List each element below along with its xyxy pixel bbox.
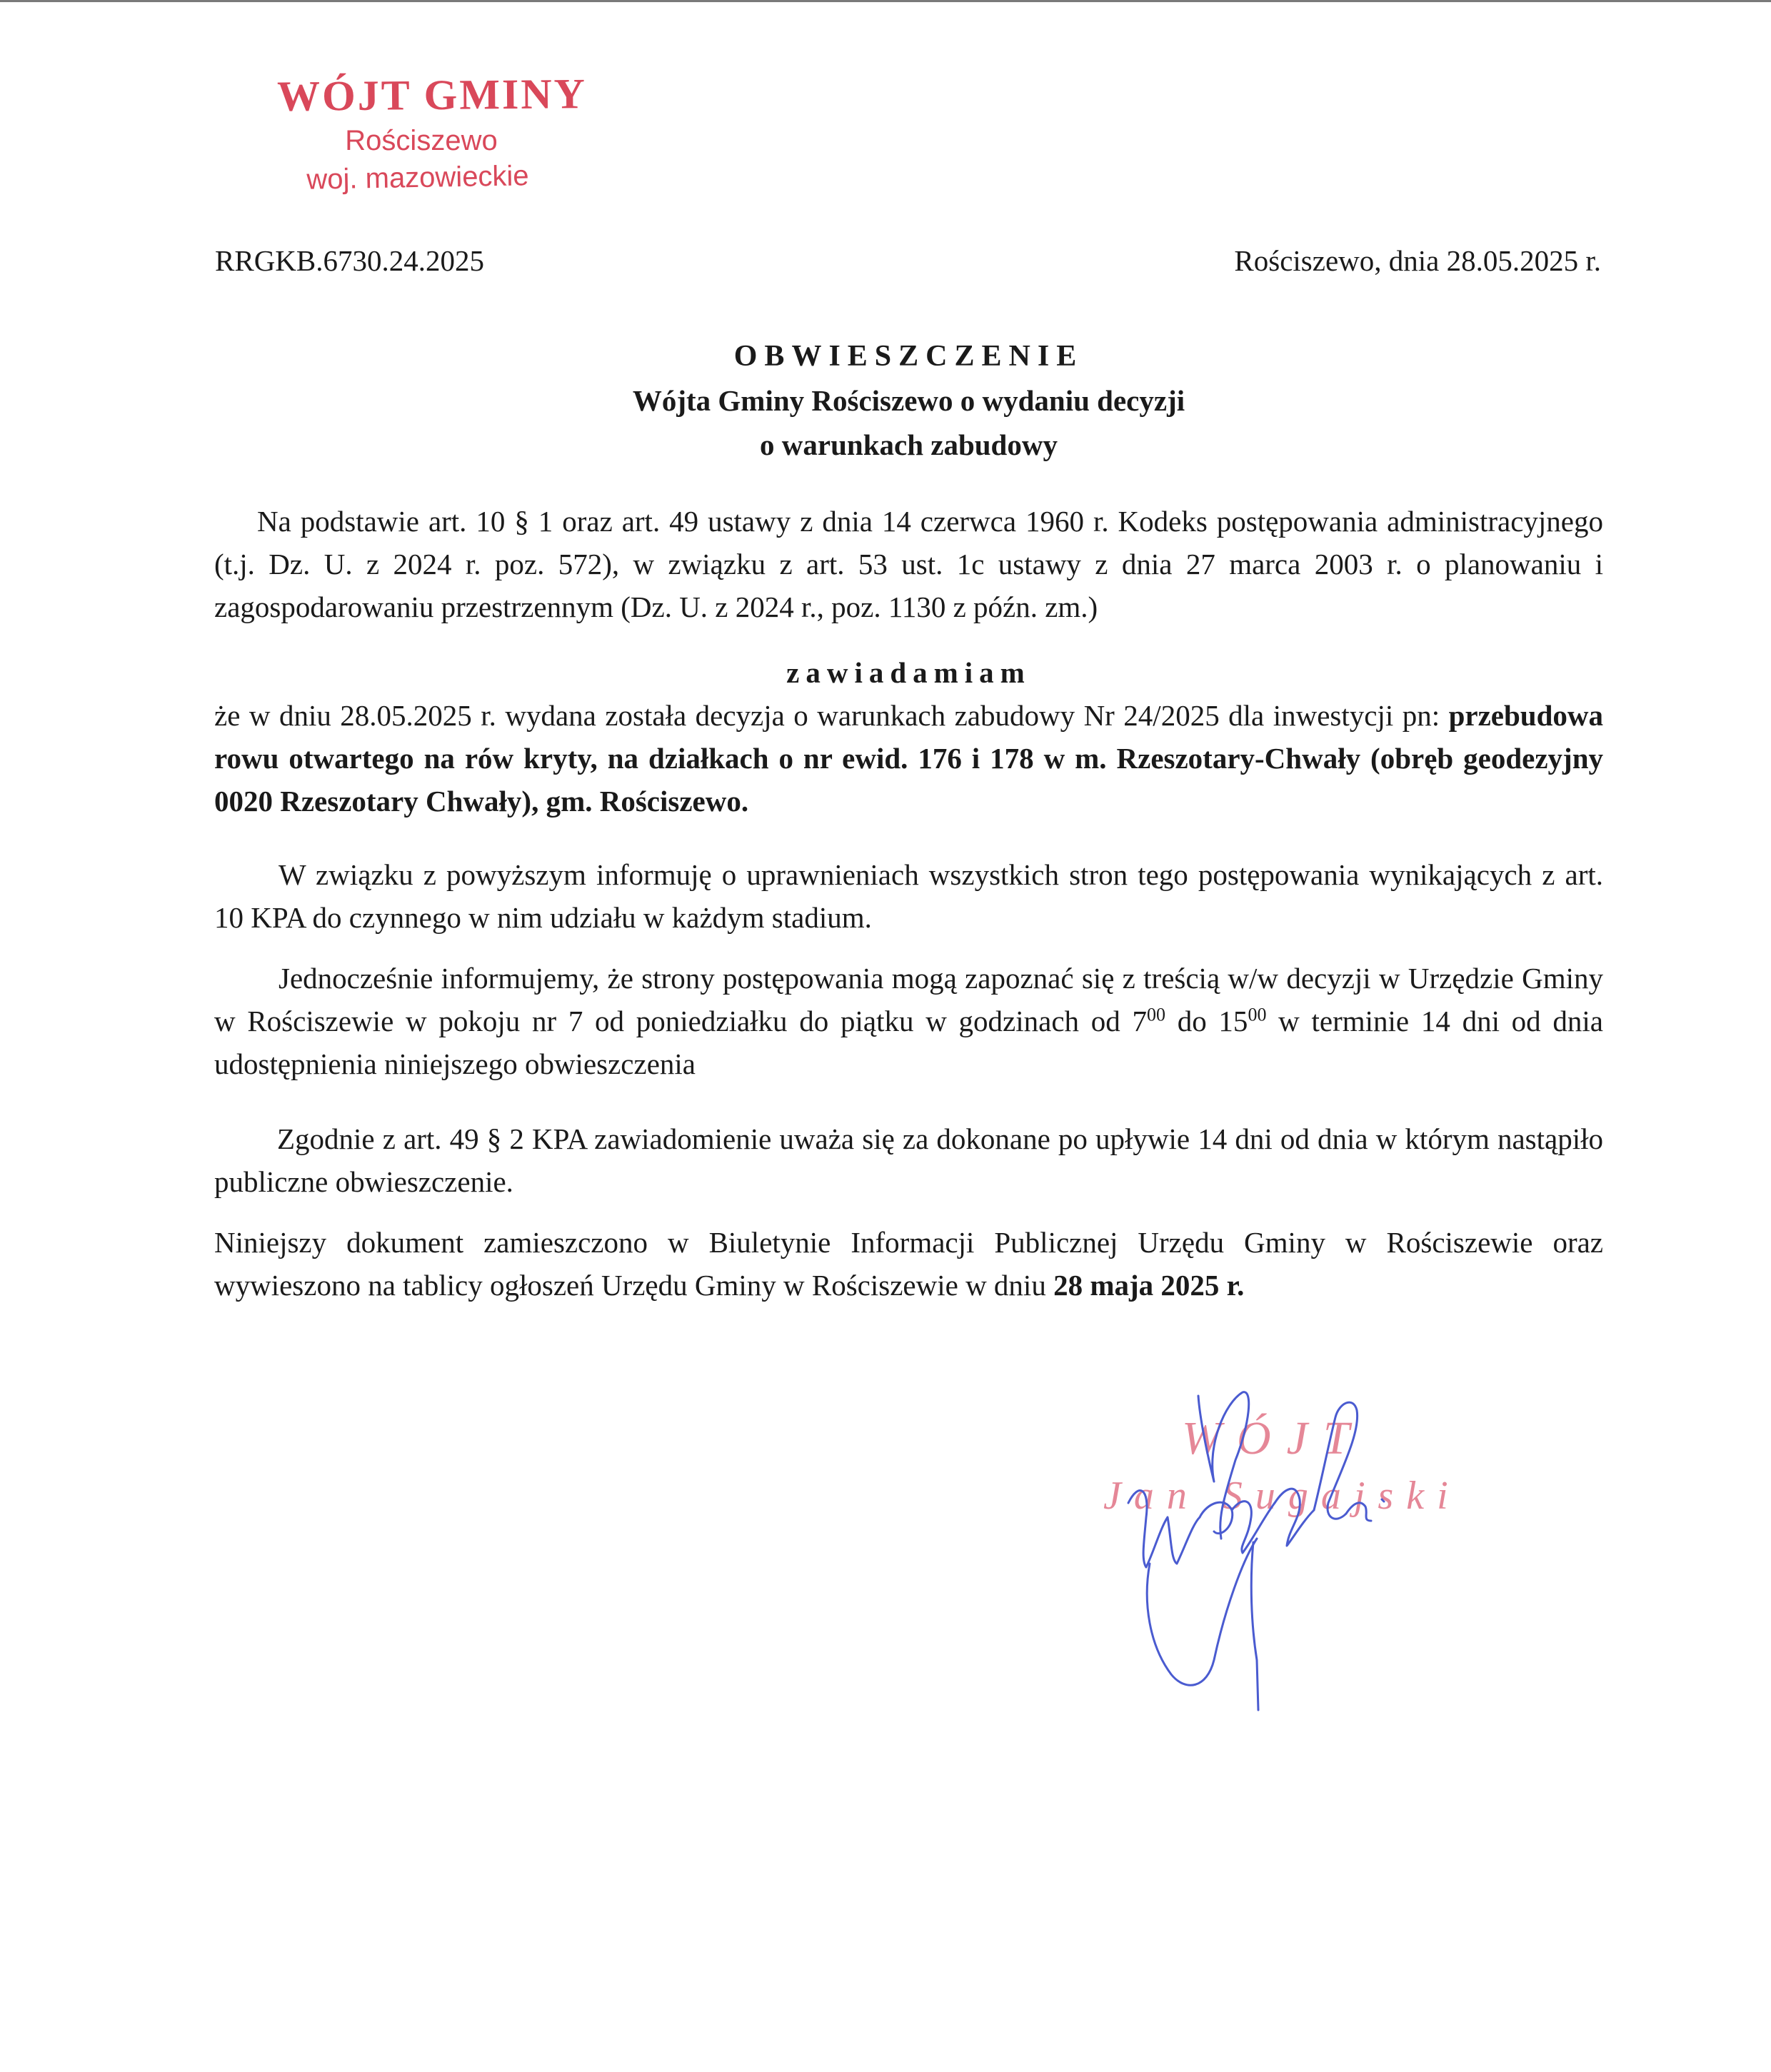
scan-top-edge [0,0,1771,2]
hour-to-minutes: 00 [1248,1004,1267,1025]
notice-effect-paragraph [214,1117,1603,1203]
access-text-b: do 15 [1165,1005,1248,1037]
publication-date: 28 maja 2025 r. [1053,1269,1245,1302]
rights-text: W związku z powyższym informuję o uprawnieniach wszystkich stron tego postępowania wynikających z art. 10 KPA do czynnego w nim udziału w każdym stadium. [214,858,1603,934]
handwritten-signature [1100,1374,1428,1717]
legal-basis-text: Na podstawie art. 10 § 1 oraz art. 49 ustawy z dnia 14 czerwca 1960 r. Kodeks postępowania administracyjnego (t.j. Dz. U. z 2024 r. poz. 572), w związku z art. 53 ust. 1c ustawy z dnia 27 marca 2003 r. o planowaniu i zagospodarowaniu przestrzennym (Dz. U. z 2024 r., poz. 1130 z późn. zm.) [214,505,1603,623]
signature-stamp-name: Jan Sugajski [1103,1474,1461,1518]
decision-section [214,651,1603,823]
office-stamp-municipality: Rościszewo [345,125,498,156]
document-subtitle-2: o warunkach zabudowy [760,428,1058,461]
signature-stamp-title: WÓJT [1182,1412,1365,1464]
publication-paragraph [214,1221,1603,1307]
hour-from-minutes: 00 [1146,1004,1165,1025]
access-text-c: w terminie 14 dni od dnia udostępnienia niniejszego obwieszczenia [214,1005,1603,1080]
decision-text: że w dniu 28.05.2025 r. wydana została decyzja o warunkach zabudowy Nr 24/2025 dla inwestycji pn: [214,699,1449,732]
document-subtitle-1: Wójta Gminy Rościszewo o wydaniu decyzji [632,384,1185,417]
access-text-a: Jednocześnie informujemy, że strony postępowania mogą zapoznać się z treścią w/w decyzji w Urzędzie Gminy w Rościszewie w pokoju nr 7 od poniedziałku do piątku w godzinach od 7 [214,962,1603,1037]
reference-number: RRGKB.6730.24.2025 [215,244,485,277]
document-title: OBWIESZCZENIE [733,340,1084,373]
office-stamp-voivodeship: woj. mazowieckie [306,160,529,196]
inform-label: zawiadamiam [786,656,1031,689]
publication-text [214,1221,1603,1307]
rights-paragraph [214,853,1603,939]
publication-text-plain: Niniejszy dokument zamieszczono w Biuletynie Informacji Publicznej Urzędu Gminy w Rościszewie oraz wywieszono na tablicy ogłoszeń Urzędu Gminy w Rościszewie w dniu [214,1226,1603,1302]
office-stamp-title: WÓJT GMINY [276,70,588,120]
document-heading [214,334,1603,467]
access-text [214,957,1603,1085]
access-paragraph [214,957,1603,1085]
place-and-date: Rościszewo, dnia 28.05.2025 r. [1234,244,1601,277]
decision-paragraph [214,694,1603,823]
legal-basis-paragraph [214,500,1603,628]
notice-effect-text: Zgodnie z art. 49 § 2 KPA zawiadomienie uważa się za dokonane po upływie 14 dni od dnia w którym nastąpiło publiczne obwieszczenie. [214,1122,1603,1198]
investment-name: przebudowa rowu otwartego na rów kryty, na działkach o nr ewid. 176 i 178 w m. Rzeszotary-Chwały (obręb geodezyjny 0020 Rzeszotary Chwały), gm. Rościszewo. [214,699,1603,818]
office-stamp [246,68,618,196]
